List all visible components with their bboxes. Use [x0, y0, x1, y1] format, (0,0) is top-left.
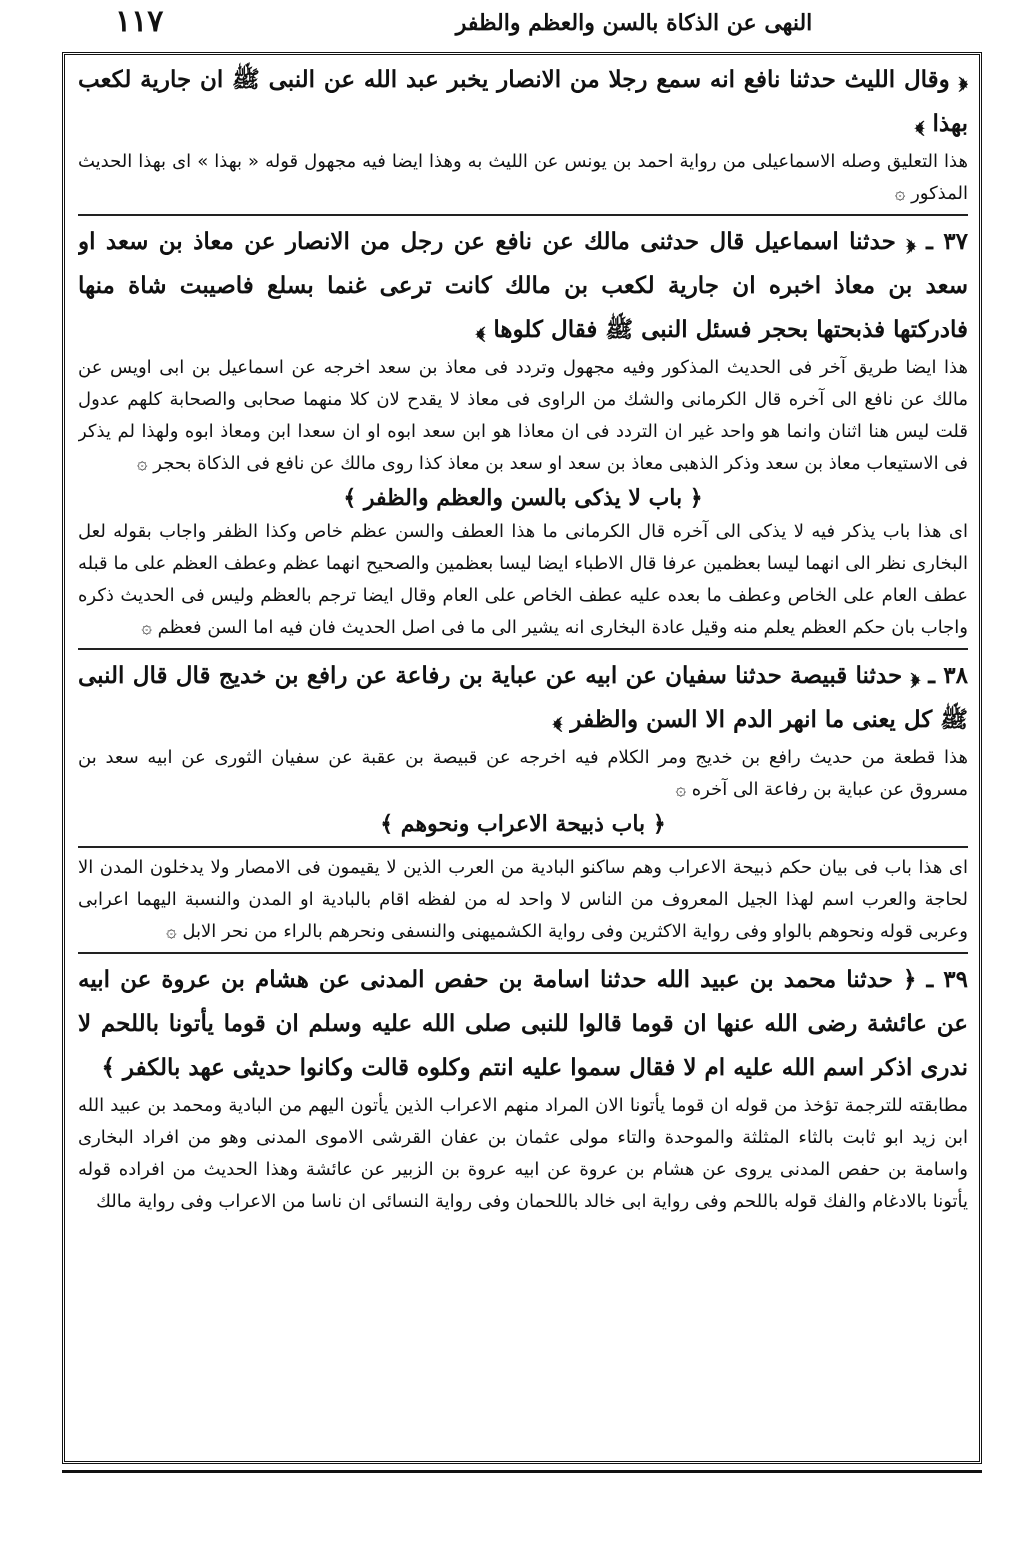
commentary-37: هذا ايضا طريق آخر فى الحديث المذكور وفيه مجهول وتردد فى معاذ بن سعد اخرجه عن اسماعيل بن ابى اويس عن مالك عن نافع الى آخره قال الكرمانى والشك من الراوى فى معاذ لا يقدح لان كلا منهما صحابى والصحابة كلهم عدول قلت ليس هنا اثنان وانما هو واحد غير ان التردد فى ان معاذا هو ابن سعد ابوه او ان سعدا ابن ومعاذ ابوه ولهذا لم يذكر فى الاستيعاب معاذ بن سعد وذكر الذهبى معاذ بن سعد او سعد بن معاذ كذا روى مالك عن نافع فى الذكاة بحجر ۞: [78, 357, 968, 474]
page-number: ١١٧: [115, 4, 164, 39]
commentary-38: هذا قطعة من حديث رافع بن خديج ومر الكلام فيه اخرجه عن قبيصة بن عقبة عن سفيان الثورى عن ابيه سعد بن مسروق عن عباية بن رفاعة الى آخره ۞: [78, 747, 968, 800]
commentary-39: مطابقته للترجمة تؤخذ من قوله ان قوما يأتونا الان المراد منهم الاعراب الذين يأتون اليهم من البادية ومحمد بن عبيد الله ابن زيد ابو ثابت بالثاء المثلثة والموحدة والتاء مولى عثمان بن عفان القرشى الاموى المدنى وهو من افراد البخارى واسامة بن حفص المدنى يروى عن هشام بن عروة عن ابيه عروة بن الزبير عن عائشة وهذا الحديث من افراده قوله يأتونا بالادغام والفك قوله باللحم وفى رواية ابى خالد باللحمان وفى رواية النسائى ان ناسا من الاعراب وفى رواية مالك: [78, 1095, 968, 1212]
divider-rule: [78, 648, 968, 650]
commentary-1: هذا التعليق وصله الاسماعيلى من رواية احمد بن يونس عن الليث به وهذا ايضا فيه مجهول قوله « بهذا » اى بهذا الحديث المذكور ۞: [78, 151, 968, 204]
divider-rule: [78, 214, 968, 216]
hadith-text-37: ٣٧ ـ ﴿ حدثنا اسماعيل قال حدثنى مالك عن نافع عن رجل من الانصار عن معاذ بن سعد او سعد بن معاذ اخبره ان جارية لكعب بن مالك كانت ترعى غنما بسلع فاصيبت شاة منها فادركتها فذبحتها بحجر فسئل النبى ﷺ فقال كلوها ﴾: [78, 228, 968, 343]
hadith-text-39: ٣٩ ـ ﴿ حدثنا محمد بن عبيد الله حدثنا اسامة بن حفص المدنى عن هشام بن عروة عن ابيه عن عائشة رضى الله عنها ان قوما قالوا للنبى صلى الله عليه وسلم ان قوما يأتونا باللحم لا ندرى اذكر اسم الله عليه ام لا فقال سموا عليه انتم وكلوه قالت وكانوا حديثى عهد بالكفر ﴾: [78, 966, 968, 1081]
bottom-rule: [62, 1470, 982, 1473]
chapter-heading-arab: ﴿ باب ذبيحة الاعراب ونحوهم ﴾: [380, 811, 666, 837]
hadith-text-38: ٣٨ ـ ﴿ حدثنا قبيصة حدثنا سفيان عن ابيه عن عباية بن رفاعة عن رافع بن خديج قال قال النبى ﷺ كل يعنى ما انهر الدم الا السن والظفر ﴾: [78, 662, 968, 733]
commentary-chapter-sinn: اى هذا باب يذكر فيه لا يذكى الى آخره قال الكرمانى ما هذا العطف والسن عظم خاص وكذا الظفر واجاب بقوله لعل البخارى نظر الى انهما ليسا بعظمين عرفا قال الاطباء ايضا ليسا بعظمين والصحيح انهما عظم وعطف العظم على ما قبله عطف العام على الخاص وعطف ما بعده عليه عطف الخاص على العام وقال ايضا ترجم بالعظم وليس فى الحديث ذكره واجاب بان حكم العظم يعلم منه وقيل عادة البخارى انه يشير الى ما فى اصل الحديث فان فيه اما السن فعظم ۞: [78, 521, 968, 638]
hadith-text-1: ﴿ وقال الليث حدثنا نافع انه سمع رجلا من الانصار يخبر عبد الله عن النبى ﷺ ان جارية لكعب بهذا ﴾: [78, 66, 968, 137]
page-body: [78, 58, 968, 1458]
page-header: [60, 4, 988, 44]
divider-rule: [78, 846, 968, 848]
divider-rule: [78, 952, 968, 954]
chapter-heading-sinn: ﴿ باب لا يذكى بالسن والعظم والظفر ﴾: [343, 485, 703, 511]
commentary-chapter-arab: اى هذا باب فى بيان حكم ذبيحة الاعراب وهم ساكنو البادية من العرب الذين لا يقيمون فى الامصار ولا يدخلون المدن الا لحاجة والعرب اسم لهذا الجيل المعروف من الناس لا واحد له من لفظه اقام بالبادية او المدن والنسبة اليهما اعرابى وعربى قوله ونحوهم بالواو وفى رواية الاكثرين وفى رواية الكشميهنى والنسفى ونحرهم بالراء من نحر الابل ۞: [78, 857, 968, 942]
running-title: النهى عن الذكاة بالسن والعظم والظفر: [455, 10, 813, 36]
